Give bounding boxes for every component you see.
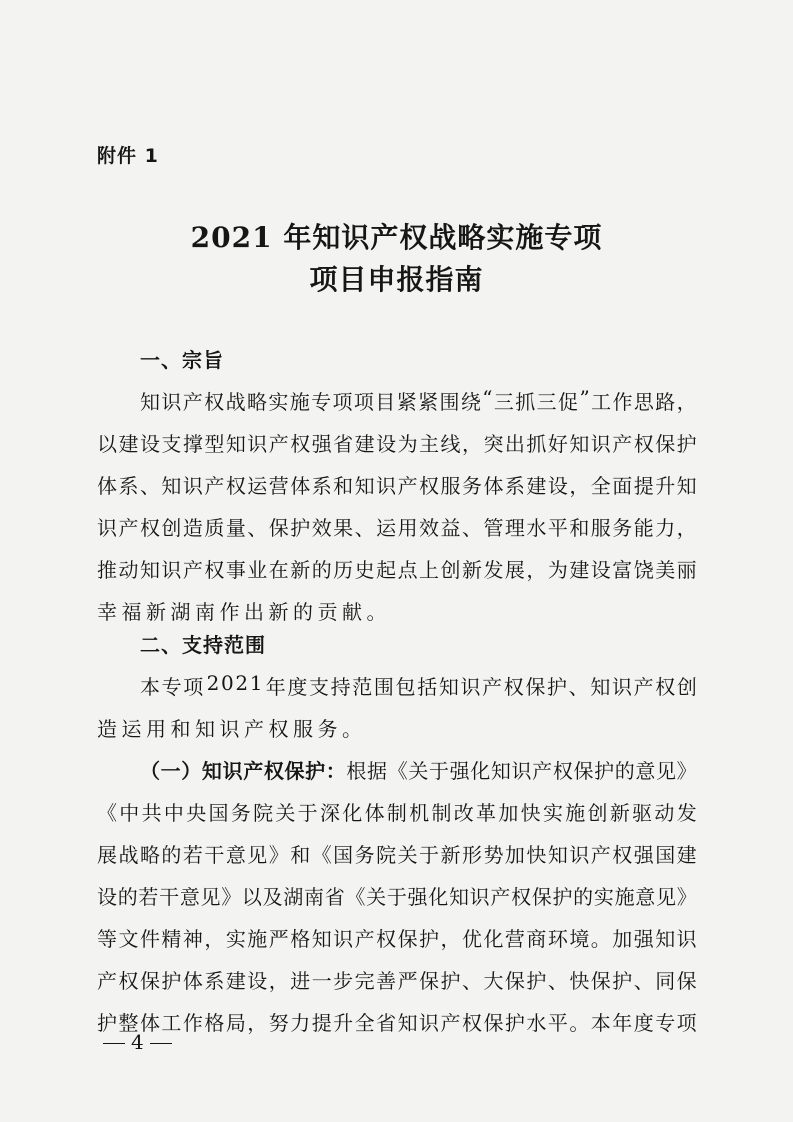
document-title-line-1: 2021 年知识产权战略实施专项 (190, 221, 603, 254)
paragraph-line: 知 识 产 权 战 略 实 施 专 项 项 目 紧 紧 围 绕 “ 三 抓 三 促 ” 工 作 思 路 ， (140, 386, 697, 414)
paragraph-line: 产 权 保 护 体 系 建 设 ， 进 一 步 完 善 严 保 护 、 大 保 护 、 快 保 护 、 同 保 (97, 969, 697, 993)
section-heading-scope: 二、支持范围 (140, 633, 266, 657)
paragraph-line: 《 中 共 中 央 国 务 院 关 于 深 化 体 制 机 制 改 革 加 快 实 施 创 新 驱 动 发 (97, 801, 697, 825)
attachment-label: 附件 1 (97, 145, 159, 167)
subsection-first-line: （ 一 ） 知 识 产 权 保 护 ： 根 据 《 关 于 强 化 知 识 产 权 保 护 的 意 见 》 (140, 759, 697, 783)
paragraph-line: 展 战 略 的 若 干 意 见 》 和 《 国 务 院 关 于 新 形 势 加 快 知 识 产 权 强 国 建 (97, 843, 697, 867)
paragraph-line: 以 建 设 支 撑 型 知 识 产 权 强 省 建 设 为 主 线 ， 突 出 抓 好 知 识 产 权 保 护 (97, 432, 697, 456)
document-title-line-2: 项目申报指南 (309, 263, 484, 296)
paragraph-line: 推 动 知 识 产 权 事 业 在 新 的 历 史 起 点 上 创 新 发 展 ， 为 建 设 富 饶 美 丽 (97, 558, 697, 582)
paragraph-line-text: 幸福新湖南作出新的贡献。 (97, 600, 391, 624)
paragraph-line: 设 的 若 干 意 见 》 以 及 湖 南 省 《 关 于 强 化 知 识 产 权 保 护 的 实 施 意 见 》 (97, 885, 697, 909)
paragraph-line (97, 596, 697, 625)
paragraph-line: 本 专 项 2 0 2 1 年 度 支 持 范 围 包 括 知 识 产 权 保 护 、 知 识 产 权 创 (140, 671, 697, 699)
paragraph-line: 体 系 、 知 识 产 权 运 营 体 系 和 知 识 产 权 服 务 体 系 建 设 ， 全 面 提 升 知 (97, 474, 697, 498)
paragraph-line: 等 文 件 精 神 ， 实 施 严 格 知 识 产 权 保 护 ， 优 化 营 商 环 境 。 加 强 知 识 (97, 927, 697, 951)
paragraph-line (97, 713, 697, 742)
page-number-dash (103, 1043, 125, 1044)
page-number-dash (150, 1043, 172, 1044)
paragraph-line-text: 造运用和知识产权服务。 (97, 717, 367, 741)
section-heading-purpose: 一、宗旨 (140, 348, 224, 372)
paragraph-line: 护 整 体 工 作 格 局 ， 努 力 提 升 全 省 知 识 产 权 保 护 水 平 。 本 年 度 专 项 (97, 1011, 697, 1035)
page-number (97, 1030, 178, 1054)
page-number-value: 4 (131, 1030, 144, 1054)
paragraph-line: 识 产 权 创 造 质 量 、 保 护 效 果 、 运 用 效 益 、 管 理 水 平 和 服 务 能 力 ， (97, 516, 697, 540)
